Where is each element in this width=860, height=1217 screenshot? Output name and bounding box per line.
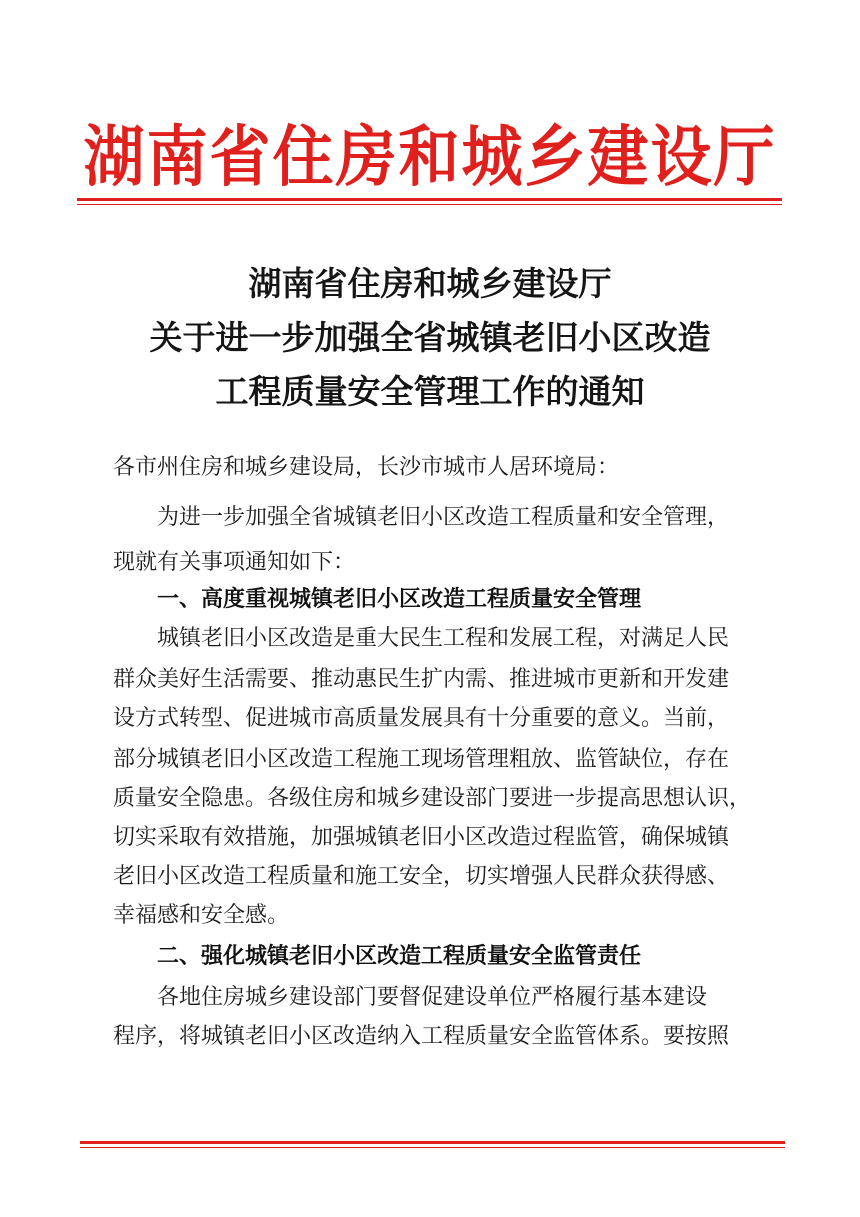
section-1-line: 群众美好生活需要、推动惠民生扩内需、推进城市更新和开发建 bbox=[113, 667, 730, 692]
section-1-line: 质量安全隐患。各级住房和城乡建设部门要进一步提高思想认识， bbox=[113, 786, 752, 811]
document-title-line-3: 工程质量安全管理工作的通知 bbox=[215, 372, 645, 411]
section-2-line: 程序，将城镇老旧小区改造纳入工程质量安全监管体系。要按照 bbox=[113, 1024, 730, 1049]
letterhead-red-rule-thick bbox=[77, 198, 782, 201]
section-1-line: 切实采取有效措施，加强城镇老旧小区改造过程监管，确保城镇 bbox=[113, 825, 730, 850]
section-2-line: 各地住房城乡建设部门要督促建设单位严格履行基本建设 bbox=[157, 985, 708, 1010]
intro-line-1: 为进一步加强全省城镇老旧小区改造工程质量和安全管理， bbox=[157, 505, 730, 530]
section-1-line: 城镇老旧小区改造是重大民生工程和发展工程，对满足人民 bbox=[157, 626, 730, 651]
footer-red-rule-thick bbox=[80, 1141, 785, 1144]
intro-line-2: 现就有关事项通知如下： bbox=[113, 550, 356, 575]
footer-red-rule-thin bbox=[80, 1147, 785, 1148]
document-title-line-1: 湖南省住房和城乡建设厅 bbox=[248, 264, 612, 303]
document-title-line-2: 关于进一步加强全省城镇老旧小区改造 bbox=[149, 318, 711, 357]
section-1-line: 设方式转型、促进城市高质量发展具有十分重要的意义。当前， bbox=[113, 706, 730, 731]
letterhead-red-rule-thin bbox=[77, 204, 782, 205]
section-1-line: 部分城镇老旧小区改造工程施工现场管理粗放、监管缺位，存在 bbox=[113, 747, 730, 772]
section-1-line: 老旧小区改造工程质量和施工安全，切实增强人民群众获得感、 bbox=[113, 864, 730, 889]
section-2-heading: 二、强化城镇老旧小区改造工程质量安全监管责任 bbox=[157, 944, 642, 969]
addressee: 各市州住房和城乡建设局，长沙市城市人居环境局： bbox=[113, 455, 620, 480]
section-1-heading: 一、高度重视城镇老旧小区改造工程质量安全管理 bbox=[157, 587, 642, 612]
section-1-line: 幸福感和安全感。 bbox=[113, 903, 290, 928]
letterhead-org-name: 湖南省住房和城乡建设厅 bbox=[83, 119, 777, 196]
